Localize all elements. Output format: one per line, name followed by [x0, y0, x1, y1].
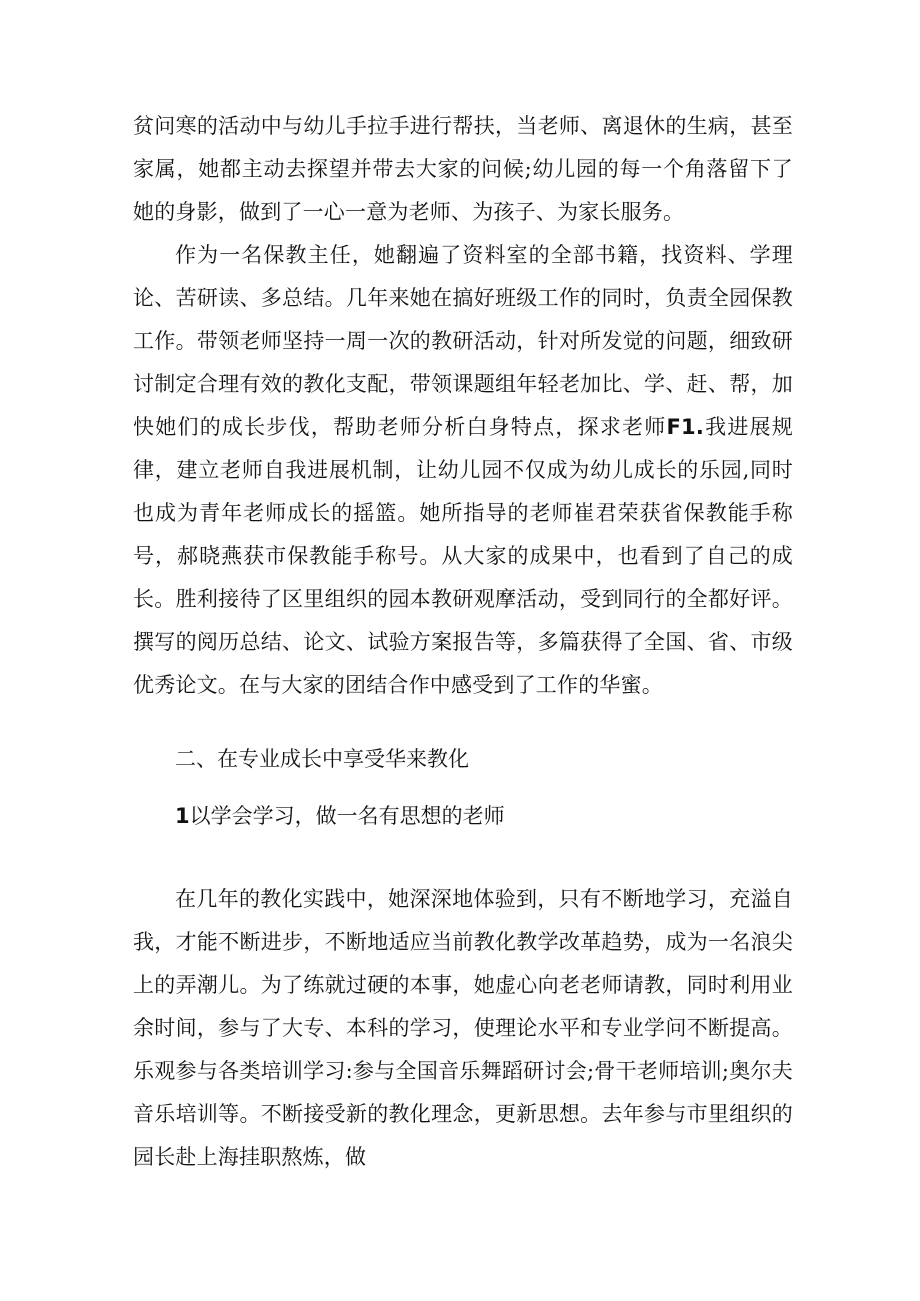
paragraph-1: 贫问寒的活动中与幼儿手拉手进行帮扶，当老师、离退休的生病，甚至家属，她都主动去探望并带去大家的问候;幼儿园的每一个角落留下了她的身影，做到了一心一意为老师、为孩子、为家长服务。	[133, 114, 793, 224]
paragraph-1-block	[133, 105, 793, 707]
paragraph-2-part-2: 我进展规律，建立老师自我进展机制，让幼儿园不仅成为幼儿成长的乐园,同时也成为青年老师成长的摇篮。她所指导的老师崔君荣获省保教能手称号，郝晓燕获市保教能手称号。从大家的成果中，也看到了自己的成长。胜利接待了区里组织的园本教研观摩活动，受到同行的全都好评。撰写的阅历总结、论文、试验方案报告等，多篇获得了全国、省、市级优秀论文。在与大家的团结合作中感受到了工作的华蜜。	[133, 415, 793, 697]
paragraph-2	[133, 234, 793, 707]
paragraph-2-bold-text: F1.	[666, 415, 705, 439]
subsection-title: 以学会学习，做一名有思想的老师	[189, 804, 505, 828]
subsection-number: 1	[175, 804, 190, 828]
paragraph-2-part-1: 作为一名保教主任，她翻遍了资料室的全部书籍，找资料、学理论、苦研读、多总结。几年来她在搞好班级工作的同时，负责全园保教工作。带领老师坚持一周一次的教研活动，针对所发觉的问题，细致研讨制定合理有效的教化支配，带领课题组年轻老加比、学、赶、帮，加快她们的成长步伐，帮助老师分析白身特点，探求老师	[133, 243, 793, 439]
paragraph-3-block	[133, 878, 793, 1179]
section-heading: 二、在专业成长中享受华来教化	[175, 747, 469, 771]
paragraph-3: 在几年的教化实践中，她深深地体验到，只有不断地学习，充溢自我，才能不断进步，不断地适应当前教化教学改革趋势，成为一名浪尖上的弄潮儿。为了练就过硬的本事，她虚心向老老师请教，同时利用业余时间，参与了大专、本科的学习，使理论水平和专业学问不断提高。乐观参与各类培训学习:参与全国音乐舞蹈研讨会;骨干老师培训;奥尔夫音乐培训等。不断接受新的教化理念，更新思想。去年参与市里组织的园长赴上海挂职熬炼，做	[133, 887, 793, 1169]
subsection-heading	[175, 795, 505, 838]
